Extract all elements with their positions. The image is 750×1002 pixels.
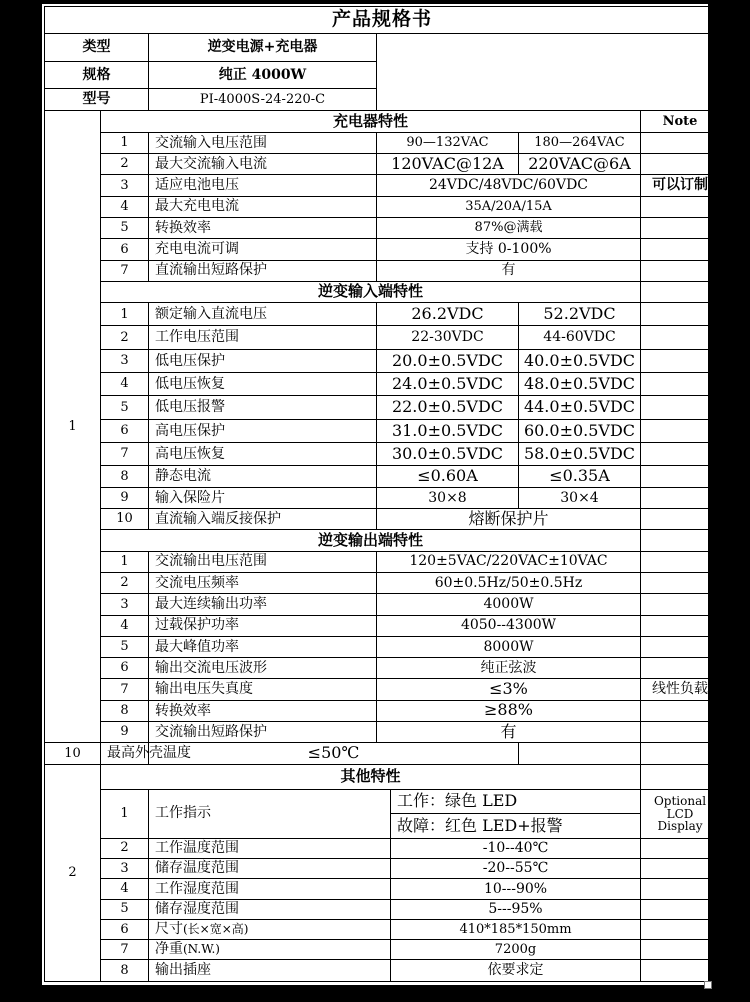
value-cell: 熔断保护片 — [377, 509, 641, 530]
row-label: 低电压报警 — [149, 396, 377, 419]
value-cell: 58.0±0.5VDC — [519, 443, 641, 466]
label-text: 尺寸 — [155, 921, 183, 938]
label-suffix: (长×宽×高) — [183, 922, 249, 937]
spec-sheet-page — [42, 4, 708, 985]
row-number: 7 — [101, 679, 149, 700]
row-number: 4 — [101, 879, 149, 899]
note-cell — [641, 700, 720, 721]
note-cell — [641, 572, 720, 593]
section-title-other: 其他特性 — [101, 764, 641, 789]
value-cell: ≤50℃ — [149, 743, 519, 764]
value-cell: 30.0±0.5VDC — [377, 443, 519, 466]
note-cell-lcd — [641, 789, 720, 838]
note-cell — [641, 899, 720, 919]
row-number: 6 — [101, 239, 149, 260]
row-label: 转换效率 — [149, 700, 377, 721]
row-number: 2 — [101, 838, 149, 858]
note-cell — [641, 551, 720, 572]
row-number: 7 — [101, 443, 149, 466]
row-number: 5 — [101, 217, 149, 238]
value-cell: 24VDC/48VDC/60VDC — [377, 175, 641, 196]
value-cell: ≤0.60A — [377, 466, 519, 487]
row-label: 交流输入电压范围 — [149, 132, 377, 153]
note-cell — [641, 196, 720, 217]
value-cell: 90—132VAC — [377, 132, 519, 153]
value-cell: 87%@满载 — [377, 217, 641, 238]
note-cell — [641, 594, 720, 615]
note-cell — [641, 260, 720, 281]
model-value: PI-4000S-24-220-C — [149, 89, 377, 111]
row-number: 1 — [101, 132, 149, 153]
row-label: 最高外壳温度 — [101, 743, 149, 764]
value-cell: 7200g — [391, 940, 641, 960]
value-cell: 60.0±0.5VDC — [519, 419, 641, 442]
value-cell: -10--40℃ — [391, 838, 641, 858]
note-cell — [641, 217, 720, 238]
value-cell: 24.0±0.5VDC — [377, 373, 519, 396]
note-cell — [641, 658, 720, 679]
note-cell — [641, 443, 720, 466]
row-number: 6 — [101, 419, 149, 442]
note-cell — [641, 466, 720, 487]
note-cell — [641, 722, 720, 743]
header-blank-area — [377, 34, 720, 111]
note-cell — [641, 396, 720, 419]
row-label: 适应电池电压 — [149, 175, 377, 196]
row-label: 静态电流 — [149, 466, 377, 487]
value-cell: 44-60VDC — [519, 326, 641, 349]
section-title-inverter-input: 逆变输入端特性 — [101, 281, 641, 302]
spec-value: 纯正 4000W — [149, 61, 377, 88]
value-cell: 20.0±0.5VDC — [377, 349, 519, 372]
row-label: 输出电压失真度 — [149, 679, 377, 700]
row-number: 6 — [101, 919, 149, 939]
row-label: 最大峰值功率 — [149, 636, 377, 657]
note-cell: 线性负载 — [641, 679, 720, 700]
label-suffix: (N.W.) — [183, 942, 220, 957]
row-number: 4 — [101, 373, 149, 396]
row-number: 3 — [101, 594, 149, 615]
value-cell: ≥88% — [377, 700, 641, 721]
note-cell — [641, 764, 720, 789]
spec-table — [44, 6, 720, 982]
row-number: 6 — [101, 658, 149, 679]
row-number: 7 — [101, 940, 149, 960]
note-cell: 可以订制 — [641, 175, 720, 196]
note-cell — [641, 154, 720, 175]
row-label: 转换效率 — [149, 217, 377, 238]
row-number: 5 — [101, 396, 149, 419]
note-line: LCD — [666, 806, 694, 821]
value-cell: 22.0±0.5VDC — [377, 396, 519, 419]
row-number: 8 — [101, 960, 149, 982]
note-cell — [641, 960, 720, 982]
value-cell: 44.0±0.5VDC — [519, 396, 641, 419]
row-label: 工作湿度范围 — [149, 879, 391, 899]
value-cell: 有 — [377, 722, 641, 743]
note-cell — [641, 509, 720, 530]
note-cell — [641, 373, 720, 396]
value-cell: 10---90% — [391, 879, 641, 899]
row-number: 3 — [101, 858, 149, 878]
note-cell — [641, 349, 720, 372]
row-label: 储存湿度范围 — [149, 899, 391, 919]
note-header: Note — [641, 111, 720, 132]
row-label: 最大充电电流 — [149, 196, 377, 217]
row-number: 4 — [101, 615, 149, 636]
note-cell — [641, 303, 720, 326]
value-cell: 120±5VAC/220VAC±10VAC — [377, 551, 641, 572]
section-title-inverter-output: 逆变输出端特性 — [101, 530, 641, 551]
table-resize-handle[interactable] — [704, 981, 712, 989]
row-number: 2 — [101, 572, 149, 593]
value-cell: -20--55℃ — [391, 858, 641, 878]
row-label: 最大连续输出功率 — [149, 594, 377, 615]
note-cell — [519, 743, 641, 764]
row-number: 8 — [101, 466, 149, 487]
note-cell — [641, 419, 720, 442]
row-number: 2 — [101, 326, 149, 349]
value-cell: 8000W — [377, 636, 641, 657]
row-label: 输出交流电压波形 — [149, 658, 377, 679]
note-cell — [641, 615, 720, 636]
document-title: 产品规格书 — [45, 7, 720, 34]
note-line: Display — [657, 819, 703, 834]
note-line: Optional — [653, 793, 707, 808]
value-cell: 30×8 — [377, 487, 519, 508]
row-number: 9 — [101, 487, 149, 508]
row-number: 4 — [101, 196, 149, 217]
row-label: 直流输入端反接保护 — [149, 509, 377, 530]
row-number: 7 — [101, 260, 149, 281]
note-cell — [641, 858, 720, 878]
value-cell: 纯正弦波 — [377, 658, 641, 679]
value-cell: 220VAC@6A — [519, 154, 641, 175]
row-label: 交流输出电压范围 — [149, 551, 377, 572]
value-cell: 支持 0-100% — [377, 239, 641, 260]
row-number: 5 — [101, 636, 149, 657]
row-number: 9 — [101, 722, 149, 743]
row-label: 工作温度范围 — [149, 838, 391, 858]
row-label: 工作电压范围 — [149, 326, 377, 349]
row-label: 高电压保护 — [149, 419, 377, 442]
row-number: 1 — [101, 303, 149, 326]
note-cell — [641, 281, 720, 302]
row-number: 8 — [101, 700, 149, 721]
value-cell: 4000W — [377, 594, 641, 615]
row-number: 10 — [45, 743, 101, 764]
row-label: 充电电流可调 — [149, 239, 377, 260]
row-label — [149, 940, 391, 960]
label-text: 净重 — [155, 941, 183, 958]
row-number: 10 — [101, 509, 149, 530]
note-cell — [641, 919, 720, 939]
note-cell — [641, 326, 720, 349]
note-cell — [641, 132, 720, 153]
row-label: 输出插座 — [149, 960, 391, 982]
row-label: 交流电压频率 — [149, 572, 377, 593]
row-number: 2 — [101, 154, 149, 175]
value-cell: 4050--4300W — [377, 615, 641, 636]
value-cell: 22-30VDC — [377, 326, 519, 349]
value-cell: 5---95% — [391, 899, 641, 919]
model-label: 型号 — [45, 89, 149, 111]
row-label — [149, 919, 391, 939]
indicator-working-value: 工作：绿色 LED — [391, 789, 641, 813]
value-cell: ≤3% — [377, 679, 641, 700]
value-cell: 30×4 — [519, 487, 641, 508]
value-cell: 31.0±0.5VDC — [377, 419, 519, 442]
block-number-2: 2 — [45, 764, 101, 981]
note-cell — [641, 879, 720, 899]
type-value: 逆变电源+充电器 — [149, 34, 377, 61]
value-cell: 有 — [377, 260, 641, 281]
type-label: 类型 — [45, 34, 149, 61]
row-number: 3 — [101, 349, 149, 372]
row-label: 最大交流输入电流 — [149, 154, 377, 175]
row-number: 1 — [101, 551, 149, 572]
value-cell: 40.0±0.5VDC — [519, 349, 641, 372]
row-label: 额定输入直流电压 — [149, 303, 377, 326]
value-cell: 120VAC@12A — [377, 154, 519, 175]
value-cell: 52.2VDC — [519, 303, 641, 326]
note-cell — [641, 487, 720, 508]
value-cell: 26.2VDC — [377, 303, 519, 326]
row-label: 低电压保护 — [149, 349, 377, 372]
row-label: 高电压恢复 — [149, 443, 377, 466]
row-label: 低电压恢复 — [149, 373, 377, 396]
indicator-fault-value: 故障：红色 LED+报警 — [391, 814, 641, 838]
block-number-1: 1 — [45, 111, 101, 743]
row-label: 过载保护功率 — [149, 615, 377, 636]
row-number: 3 — [101, 175, 149, 196]
spec-label: 规格 — [45, 61, 149, 88]
row-number: 1 — [101, 789, 149, 838]
note-cell — [641, 636, 720, 657]
row-label: 储存温度范围 — [149, 858, 391, 878]
value-cell: 180—264VAC — [519, 132, 641, 153]
row-label: 输入保险片 — [149, 487, 377, 508]
value-cell: 35A/20A/15A — [377, 196, 641, 217]
note-cell — [641, 239, 720, 260]
value-cell: 60±0.5Hz/50±0.5Hz — [377, 572, 641, 593]
value-cell: 依要求定 — [391, 960, 641, 982]
section-title-charger: 充电器特性 — [101, 111, 641, 132]
value-cell: 410*185*150mm — [391, 919, 641, 939]
value-cell: 48.0±0.5VDC — [519, 373, 641, 396]
row-number: 5 — [101, 899, 149, 919]
row-label: 交流输出短路保护 — [149, 722, 377, 743]
note-cell — [641, 530, 720, 551]
row-label: 工作指示 — [149, 789, 391, 838]
value-cell: ≤0.35A — [519, 466, 641, 487]
note-cell — [641, 940, 720, 960]
note-cell — [641, 838, 720, 858]
row-label: 直流输出短路保护 — [149, 260, 377, 281]
